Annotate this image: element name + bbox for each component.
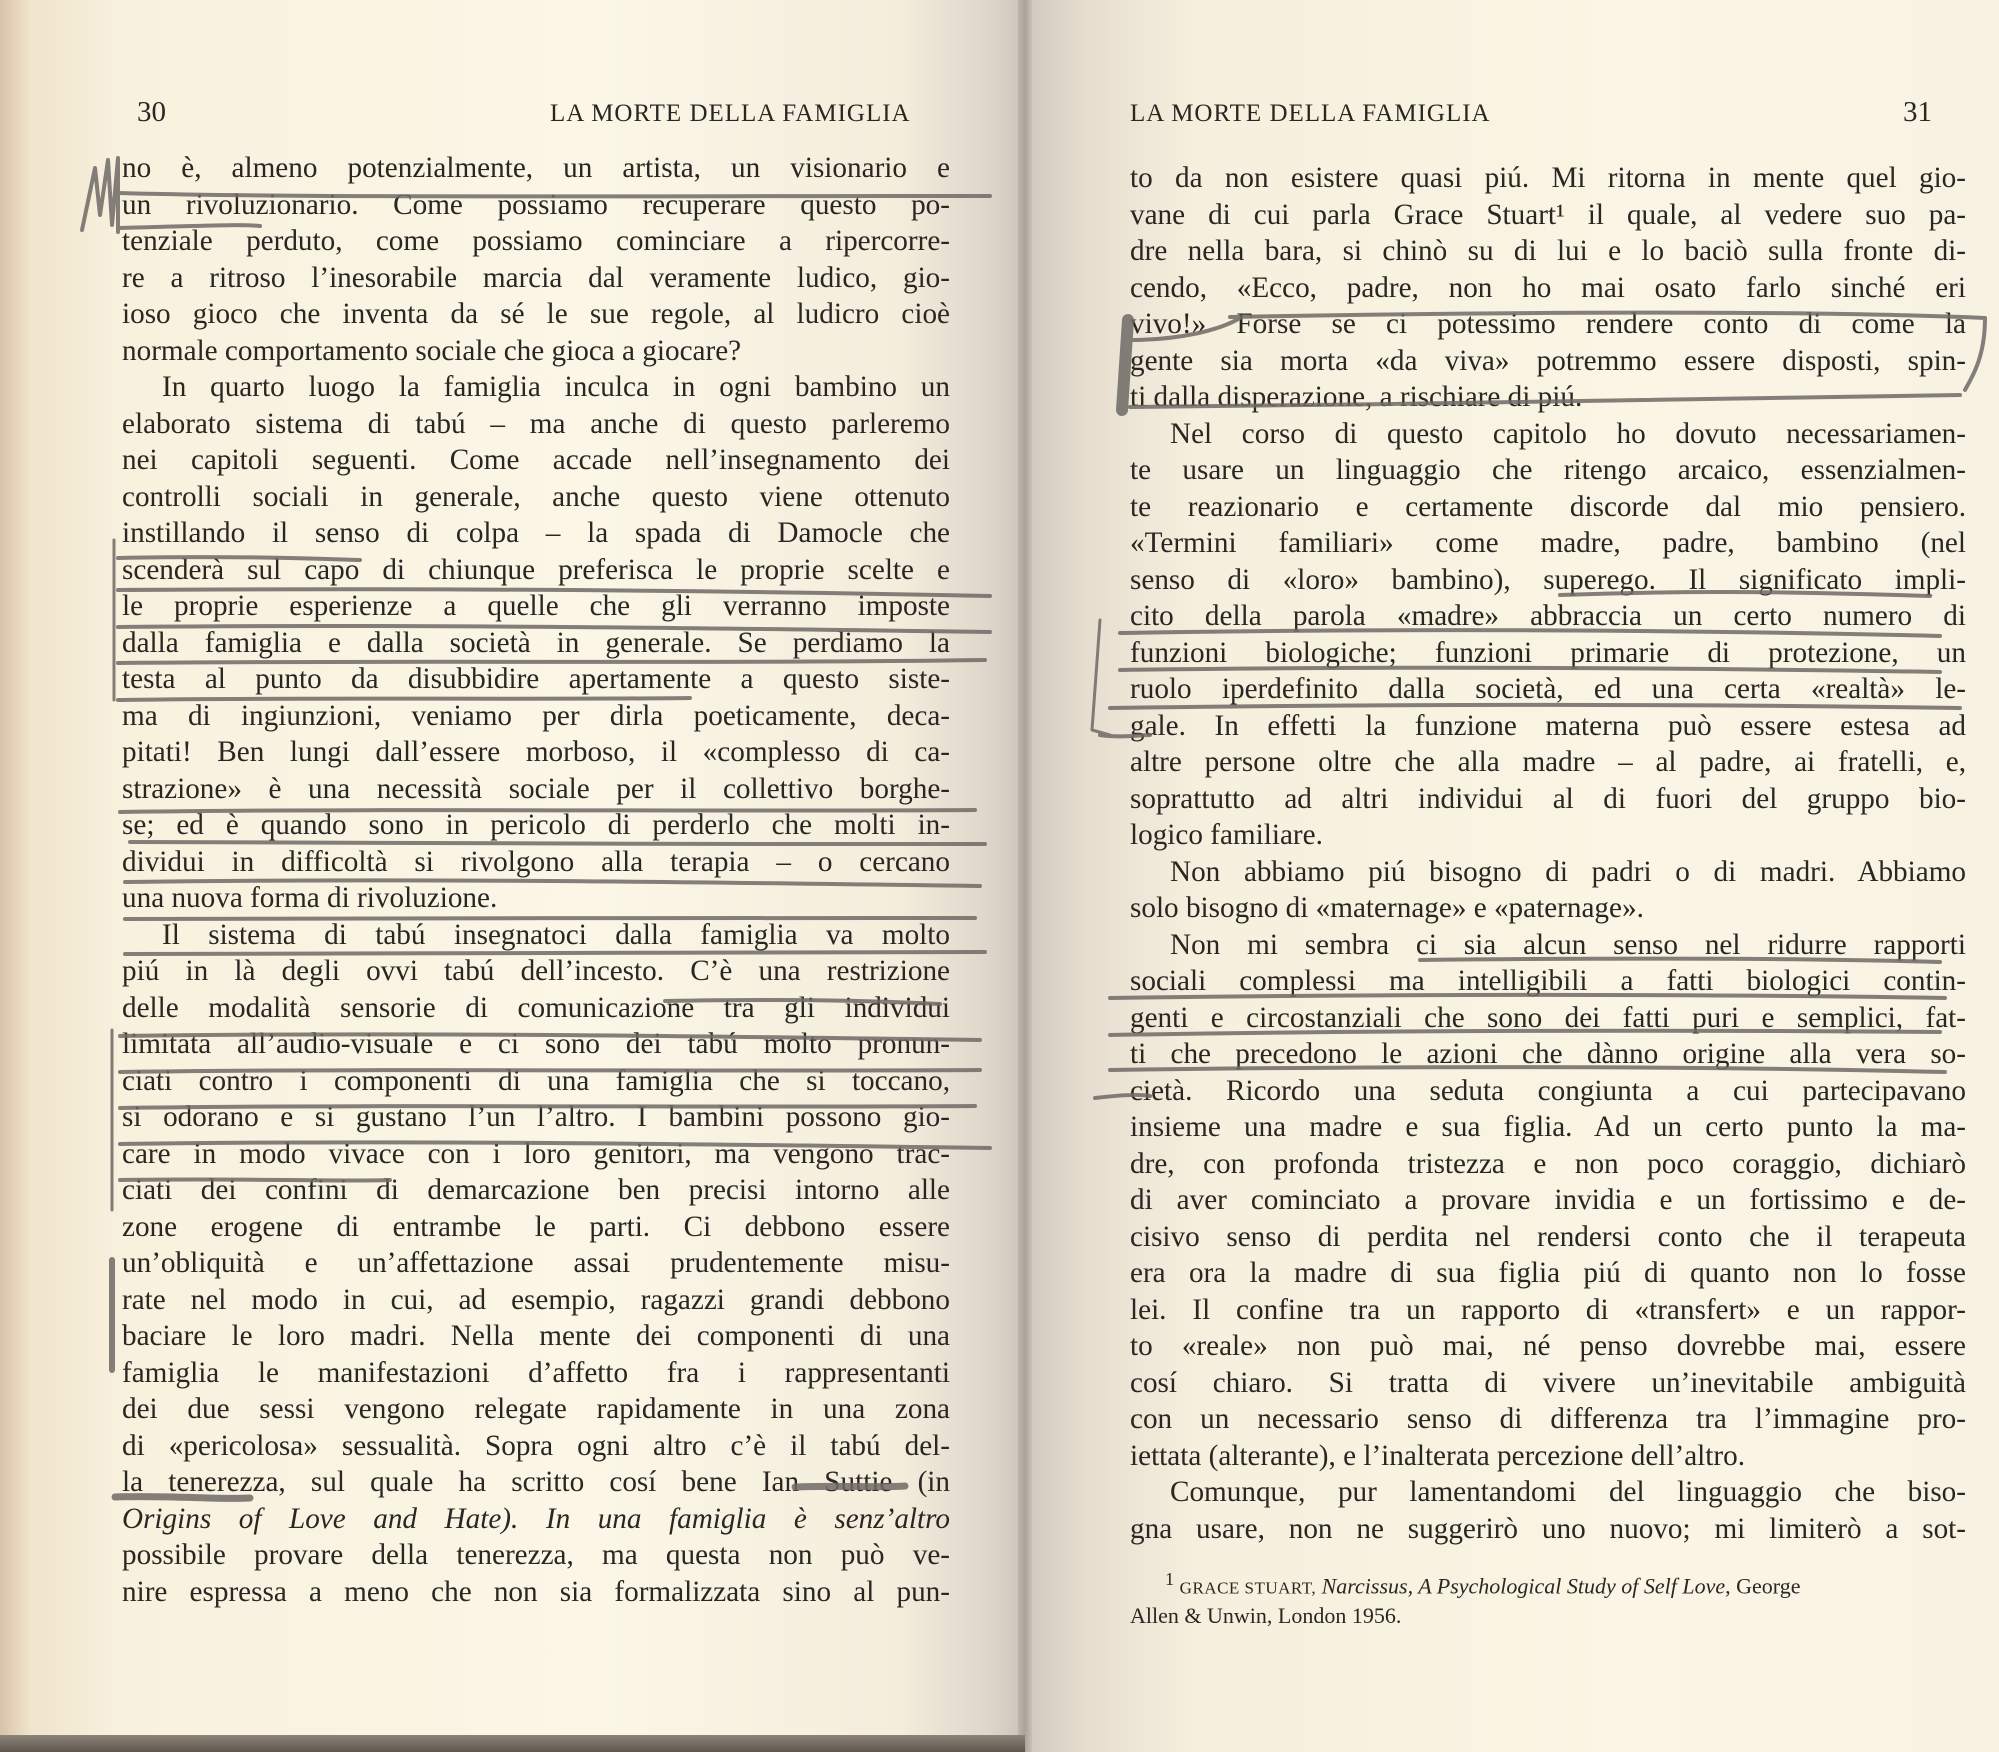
right-body-text <box>1130 160 1966 1547</box>
text-line: In quarto luogo la famiglia inculca in ogni bambino un <box>162 371 950 403</box>
text-line: soprattutto ad altri individui al di fuori del gruppo bio- <box>1130 782 1966 815</box>
text-line: ioso gioco che inventa da sé le sue regole, al ludicro cioè <box>122 298 950 330</box>
text-line: ruolo iperdefinito dalla società, ed una certa «realtà» le- <box>1130 673 1966 705</box>
text-line: nei capitoli seguenti. Come accade nell’insegnamento dei <box>122 444 950 476</box>
text-line: scenderà sul capo di chiunque preferisca le proprie scelte e <box>122 553 950 586</box>
text-line: instillando il senso di colpa – la spada di Damocle che <box>122 517 950 549</box>
text-line: dividui in difficoltà si rivolgono alla terapia – o cercano <box>122 845 950 878</box>
text-line: elaborato sistema di tabú – ma anche di questo parleremo <box>122 407 950 440</box>
text-line: zone erogene di entrambe le parti. Ci debbono essere <box>122 1210 950 1243</box>
text-line: solo bisogno di «maternage» e «paternage». <box>1130 892 1644 924</box>
text-line: di aver cominciato a provare invidia e un fortissimo e de- <box>1130 1184 1966 1216</box>
text-line: senso di «loro» bambino), superego. Il significato impli- <box>1130 563 1966 596</box>
footnote-marker: 1 <box>1165 1569 1175 1589</box>
text-line: Il sistema di tabú insegnatoci dalla famiglia va molto <box>162 918 950 951</box>
text-line: le proprie esperienze a quelle che gli verranno imposte <box>122 590 950 622</box>
text-line: cito della parola «madre» abbraccia un certo numero di <box>1130 600 1966 632</box>
text-line: Nel corso di questo capitolo ho dovuto necessariamen- <box>1170 417 1966 450</box>
text-line: piú in là degli ovvi tabú dell’incesto. C’è una restrizione <box>122 955 950 987</box>
page-number-left: 30 <box>137 96 166 128</box>
text-line: to «reale» non può mai, né penso dovrebbe mai, essere <box>1130 1330 1966 1362</box>
running-head-right: LA MORTE DELLA FAMIGLIA <box>1130 100 1491 127</box>
text-line: ciati dei confini di demarcazione ben precisi intorno alle <box>122 1174 950 1206</box>
left-body-text <box>122 150 950 1610</box>
text-line: re a ritroso l’inesorabile marcia dal veramente ludico, gio- <box>122 261 950 294</box>
text-line: famiglia le manifestazioni d’affetto fra i rappresentanti <box>122 1356 950 1389</box>
text-line: testa al punto da disubbidire apertamente a questo siste- <box>122 663 950 695</box>
text-line: era ora la madre di sua figlia piú di quanto non lo fosse <box>1130 1257 1966 1289</box>
text-line: gente sia morta «da viva» potremmo essere disposti, spin- <box>1130 344 1966 377</box>
page-number-right: 31 <box>1903 96 1932 128</box>
running-head-left: LA MORTE DELLA FAMIGLIA <box>550 100 911 127</box>
text-line: te reazionario e certamente discorde dal mio pensiero. <box>1130 490 1966 523</box>
text-line: un rivoluzionario. Come possiamo recuperare questo po- <box>122 188 950 221</box>
text-line: con un necessario senso di differenza tra l’immagine pro- <box>1130 1403 1966 1435</box>
text-line: cietà. Ricordo una seduta congiunta a cui partecipavano <box>1130 1074 1966 1107</box>
text-line: una nuova forma di rivoluzione. <box>122 882 498 914</box>
text-line: genti e circostanziali che sono dei fatti puri e semplici, fat- <box>1130 1001 1966 1034</box>
text-line: controlli sociali in generale, anche questo viene ottenuto <box>122 480 950 513</box>
text-line: cendo, «Ecco, padre, non ho mai osato farlo sinché eri <box>1130 271 1966 304</box>
text-line: iettata (alterante), e l’inalterata percezione dell’altro. <box>1130 1439 1745 1472</box>
text-line: pitati! Ben lungi dall’essere morboso, il «complesso di ca- <box>122 736 950 768</box>
text-line: cisivo senso di perdita nel rendersi conto che il terapeuta <box>1130 1220 1966 1253</box>
text-line: Non mi sembra ci sia alcun senso nel ridurre rapporti <box>1170 928 1966 961</box>
text-line: Comunque, pur lamentandomi del linguaggio che biso- <box>1170 1476 1966 1508</box>
text-line: care in modo vivace con i loro genitori, ma vengono trac- <box>122 1137 950 1170</box>
text-line: vane di cui parla Grace Stuart¹ il quale, al vedere suo pa- <box>1130 198 1966 231</box>
text-line: rate nel modo in cui, ad esempio, ragazzi grandi debbono <box>122 1283 950 1316</box>
text-line: logico familiare. <box>1130 819 1323 851</box>
text-line: nire espressa a meno che non sia formalizzata sino al pun- <box>122 1575 950 1608</box>
page-bottom-edge <box>0 1735 1025 1752</box>
text-line: funzioni biologiche; funzioni primarie di protezione, un <box>1130 636 1966 669</box>
footnote <box>1130 1565 1966 1630</box>
text-line: vivo!» Forse se ci potessimo rendere conto di come la <box>1130 308 1966 340</box>
text-line: te usare un linguaggio che ritengo arcaico, essenzialmen- <box>1130 454 1966 486</box>
text-line: lei. Il confine tra un rapporto di «transfert» e un rappor- <box>1130 1293 1966 1326</box>
text-line: si odorano e si gustano l’un l’altro. I bambini possono gio- <box>122 1101 950 1133</box>
text-line: altre persone oltre che alla madre – al padre, ai fratelli, e, <box>1130 746 1966 778</box>
text-line: un’obliquità e un’affettazione assai prudentemente misu- <box>122 1247 950 1279</box>
footnote-publisher-start: , George <box>1725 1573 1801 1599</box>
footnote-publisher: Allen & Unwin, London 1956. <box>1130 1603 1402 1629</box>
footnote-title: Narcissus, A Psychological Study of Self Love <box>1321 1573 1726 1599</box>
text-line: la tenerezza, sul quale ha scritto cosí bene Ian Suttie (in <box>122 1466 950 1498</box>
text-line: Non abbiamo piú bisogno di padri o di madri. Abbiamo <box>1170 855 1966 888</box>
text-line: baciare le loro madri. Nella mente dei componenti di una <box>122 1320 950 1352</box>
text-line: «Termini familiari» come madre, padre, bambino (nel <box>1130 527 1966 559</box>
text-line: strazione» è una necessità sociale per il collettivo borghe- <box>122 772 950 805</box>
text-line: ti che precedono le azioni che dànno origine alla vera so- <box>1130 1038 1966 1070</box>
text-line: ma di ingiunzioni, veniamo per dirla poeticamente, deca- <box>122 699 950 732</box>
text-line: gale. In effetti la funzione materna può essere estesa ad <box>1130 709 1966 742</box>
book-gutter <box>1018 0 1032 1752</box>
text-line: ti dalla disperazione, a rischiare di piú. <box>1130 381 1583 413</box>
text-line: ciati contro i componenti di una famiglia che si toccano, <box>122 1064 950 1097</box>
text-line: possibile provare della tenerezza, ma questa non può ve- <box>122 1539 950 1571</box>
text-line: sociali complessi ma intelligibili a fatti biologici contin- <box>1130 965 1966 997</box>
text-line: to da non esistere quasi piú. Mi ritorna in mente quel gio- <box>1130 162 1966 194</box>
text-line: no è, almeno potenzialmente, un artista, un visionario e <box>122 152 950 184</box>
text-line: gna usare, non ne suggerirò uno nuovo; mi limiterò a sot- <box>1130 1512 1966 1545</box>
text-line: dei due sessi vengono relegate rapidamente in una zona <box>122 1393 950 1425</box>
text-line: di «pericolosa» sessualità. Sopra ogni altro c’è il tabú del- <box>122 1429 950 1462</box>
text-line: delle modalità sensorie di comunicazione tra gli individui <box>122 991 950 1024</box>
text-line: Origins of Love and Hate). In una famiglia è senz’altro <box>122 1502 950 1535</box>
text-line: se; ed è quando sono in pericolo di perderlo che molti in- <box>122 809 950 841</box>
text-line: tenziale perduto, come possiamo cominciare a ripercorre- <box>122 225 950 257</box>
text-line: insieme una madre e sua figlia. Ad un certo punto la ma- <box>1130 1111 1966 1143</box>
text-line: limitata all’audio-visuale e ci sono dei tabú molto pronun- <box>122 1028 950 1060</box>
right-page <box>1025 0 1999 1752</box>
text-line: dre nella bara, si chinò su di lui e lo baciò sulla fronte di- <box>1130 235 1966 267</box>
footnote-author: GRACE STUART, <box>1179 1578 1317 1598</box>
text-line: normale comportamento sociale che gioca a giocare? <box>122 334 742 367</box>
text-line: dalla famiglia e dalla società in generale. Se perdiamo la <box>122 626 950 659</box>
text-line: cosí chiaro. Si tratta di vivere un’inevitabile ambiguità <box>1130 1366 1966 1399</box>
text-line: dre, con profonda tristezza e non poco coraggio, dichiarò <box>1130 1147 1966 1180</box>
